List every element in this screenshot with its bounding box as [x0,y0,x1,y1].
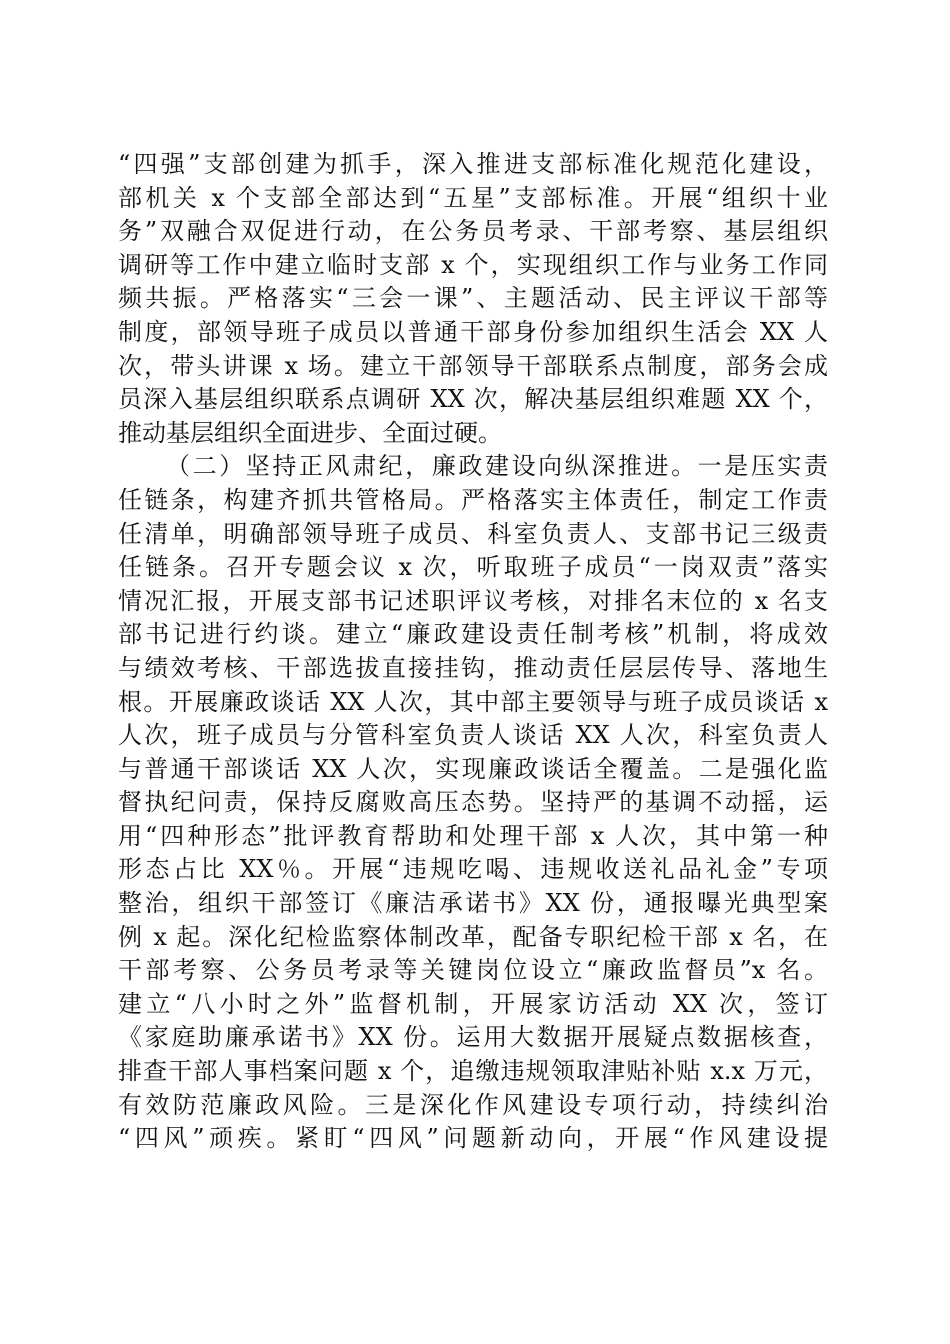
text-line: 频共振。严格落实“三会一课”、主题活动、民主评议干部等 [118,284,828,313]
text-line: 任清单，明确部领导班子成员、科室负责人、支部书记三级责 [118,519,828,548]
paragraph-2 [118,450,828,1155]
text-line: 整治，组织干部签订《廉洁承诺书》XX 份，通报曝光典型案 [118,889,828,918]
text-line: 干部考察、公务员考录等关键岗位设立“廉政监督员”x 名。 [118,956,828,985]
text-line: 情况汇报，开展支部书记述职评议考核，对排名末位的 x 名支 [118,586,828,615]
text-line: 次，带头讲课 x 场。建立干部领导干部联系点制度，部务会成 [118,351,828,380]
text-line: 督执纪问责，保持反腐败高压态势。坚持严的基调不动摇，运 [118,788,828,817]
text-line: 形态占比 XX％。开展“违规吃喝、违规收送礼品礼金”专项 [118,855,828,884]
text-line: 员深入基层组织联系点调研 XX 次，解决基层组织难题 XX 个， [118,385,828,414]
text-line: （二）坚持正风肃纪，廉政建设向纵深推进。一是压实责 [166,452,828,481]
text-line: 排查干部人事档案问题 x 个，追缴违规领取津贴补贴 x.x 万元， [118,1057,828,1086]
text-line: 务”双融合双促进行动，在公务员考录、干部考察、基层组织 [118,217,828,246]
text-line: 例 x 起。深化纪检监察体制改革，配备专职纪检干部 x 名，在 [118,922,828,951]
text-line: 任链条，构建齐抓共管格局。严格落实主体责任，制定工作责 [118,485,828,514]
text-line: 与普通干部谈话 XX 人次，实现廉政谈话全覆盖。二是强化监 [118,754,828,783]
text-line: 与绩效考核、干部选拔直接挂钩，推动责任层层传导、落地生 [118,653,828,682]
text-line: 用“四种形态”批评教育帮助和处理干部 x 人次，其中第一种 [118,821,828,850]
text-line: 部书记进行约谈。建立“廉政建设责任制考核”机制，将成效 [118,620,828,649]
text-line: 部机关 x 个支部全部达到“五星”支部标准。开展“组织十业 [118,183,828,212]
text-line: “四强”支部创建为抓手，深入推进支部标准化规范化建设， [118,150,828,178]
body-text [118,148,828,1156]
paragraph-1 [118,148,828,450]
text-line: 根。开展廉政谈话 XX 人次，其中部主要领导与班子成员谈话 x [118,687,828,716]
text-line: 调研等工作中建立临时支部 x 个，实现组织工作与业务工作同 [118,250,828,279]
text-line: “四风”顽疾。紧盯“四风”问题新动向，开展“作风建设提 [118,1124,828,1153]
text-line: 任链条。召开专题会议 x 次，听取班子成员“一岗双责”落实 [118,553,828,582]
text-line: 有效防范廉政风险。三是深化作风建设专项行动，持续纠治 [118,1090,828,1119]
text-line: 建立“八小时之外”监督机制，开展家访活动 XX 次，签订 [118,989,828,1018]
text-line: 推动基层组织全面进步、全面过硬。 [118,418,502,447]
text-line: 制度，部领导班子成员以普通干部身份参加组织生活会 XX 人 [118,317,828,346]
text-line: 《家庭助廉承诺书》XX 份。运用大数据开展疑点数据核查， [118,1023,828,1052]
text-line: 人次，班子成员与分管科室负责人谈话 XX 人次，科室负责人 [118,721,828,750]
